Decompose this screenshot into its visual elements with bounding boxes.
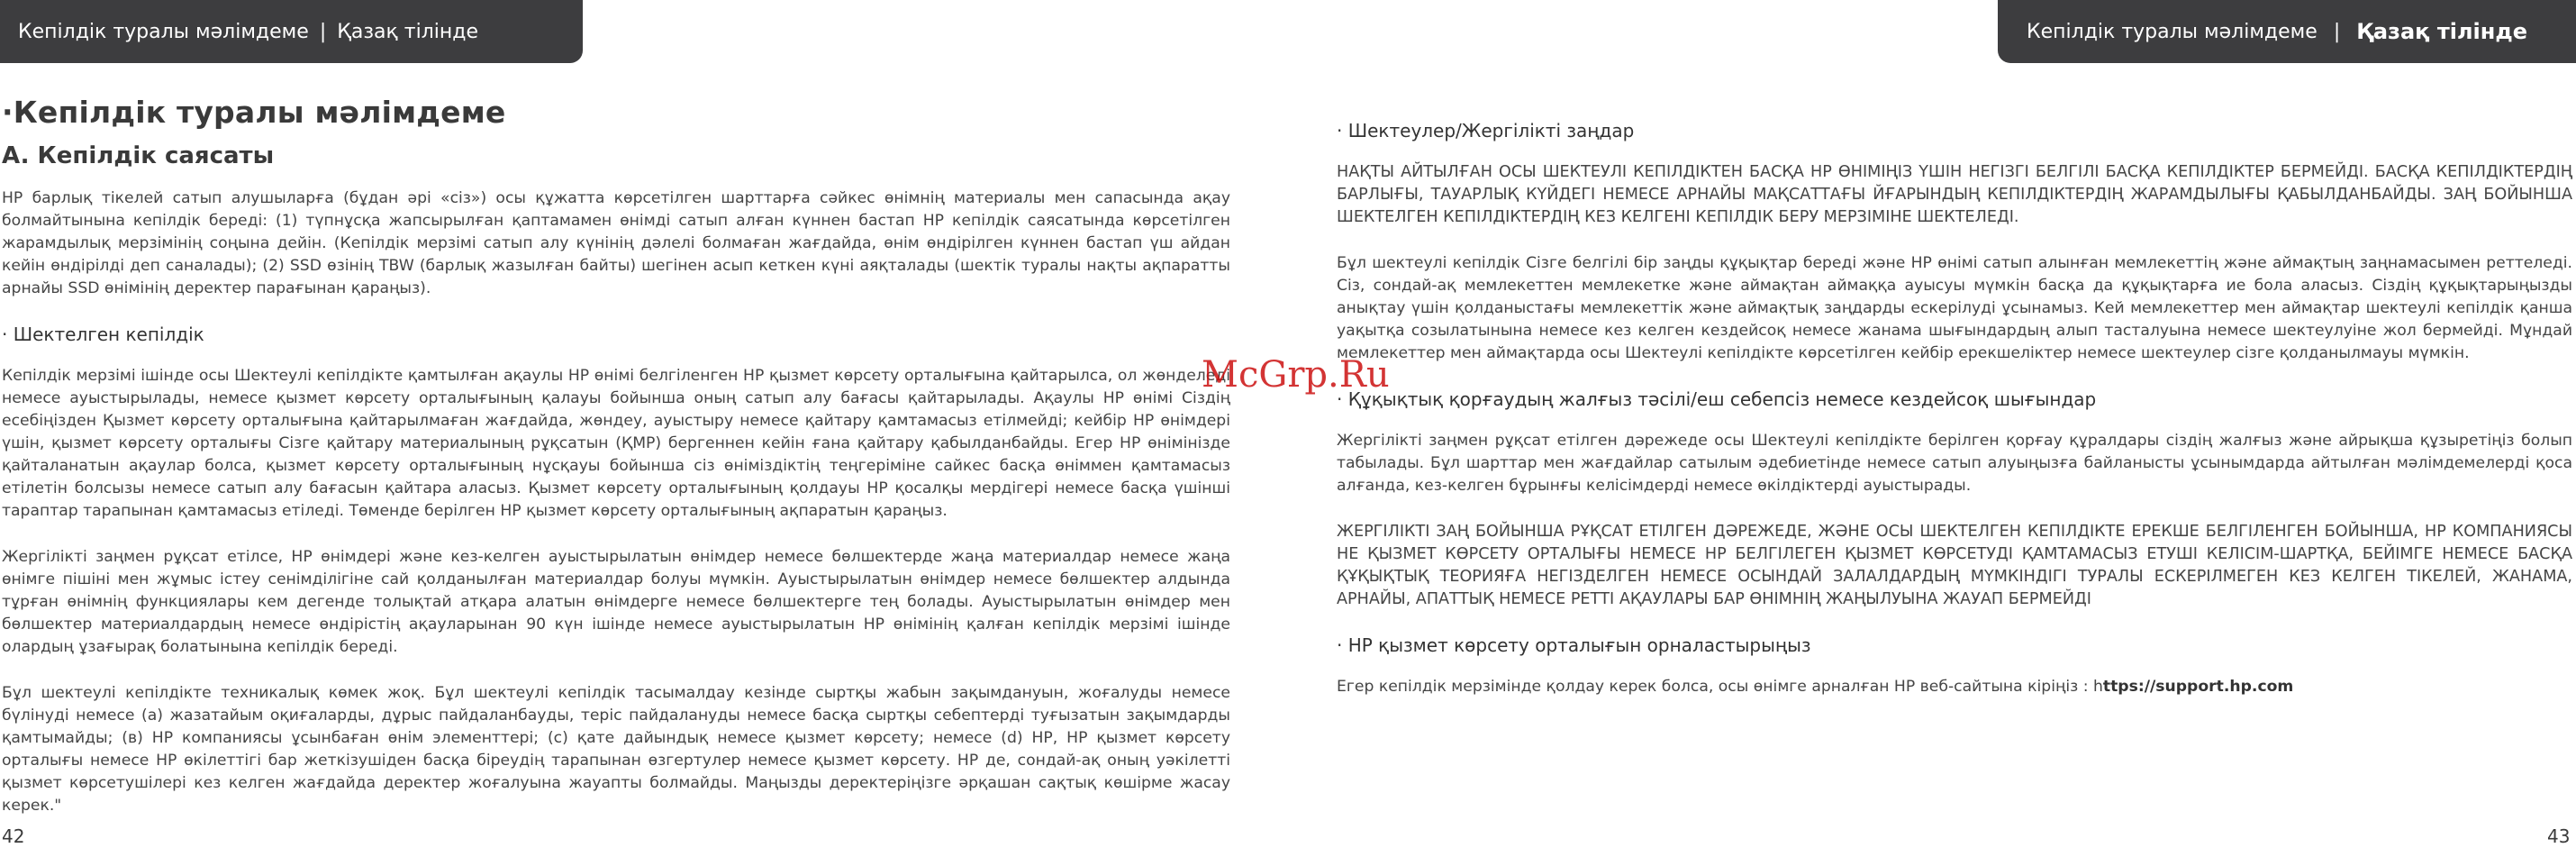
header-title: Кепілдік туралы мәлімдеме (18, 20, 309, 43)
right-page-content (1337, 120, 2572, 722)
paragraph (1337, 676, 2572, 698)
left-page-content (2, 95, 1230, 841)
paragraph: Жергілікті заңмен рұқсат етілсе, HP өнімдері және кез-келген ауыстырылатын өнімдер немесе бөлшектерде жаңа материалдар немесе жаңа өнімге пішіні мен жұмыс істеу сенімділігіне сай қолданылған материалдар болуы мүмкін. Ауыстырылатын өнімдер немесе бөлшектер алдында тұрған өнімнің функциялары кем дегенде толықтай атқара алатын өнімдерге немесе бөлшектерге тең болады. Ауыстырылатын өнімдер мен бөлшектер материалдардың немесе өндірістің ақауларынан 90 күн ішінде немесе ауыстырылатын HP өнімінің қалған кепілдік мерзімі ішінде олардың ұзағырақ болатынына кепілдік береді. (2, 548, 1230, 656)
subsection-heading: · Құқықтық қорғаудың жалғыз тәсілі/еш себепсіз немесе кездейсоқ шығындар (1337, 388, 2097, 410)
header-tab-left (0, 0, 583, 63)
header-separator: | (319, 20, 327, 43)
paragraph: Бұл шектеулі кепілдікте техникалық көмек жоқ. Бұл шектеулі кепілдік тасымалдау кезінде сыртқы жабын зақымдануын, жоғалуды немесе бүлінуді немесе (а) жазатайым оқиғаларды, дұрыс пайдаланбауды, теріс пайдалануды немесе басқа сыртқы себептерді туғызатын зақымдарды қамтымайды; (в) HP компаниясы ұсынбаған өнім элементтері; (с) қате дайындық немесе қызмет көрсету; немесе (d) HP, HP қызмет көрсету орталығы немесе HP өкілеттігі бар жеткізушіден басқа біреудің тарапынан өзгертулер немесе қызмет көрсету. HP де, сондай-ақ оның уәкілетті қызмет көрсетушілері кез келген жағдайда деректер жоғалуына жауапты болмайды. Маңызды деректеріңізге әрқашан сақтық көшірме жасау керек." (2, 684, 1230, 815)
header-separator: | (2333, 20, 2341, 43)
paragraph: HP барлық тікелей сатып алушыларға (бұдан әрі «сіз») осы құжатта көрсетілген шарттарға сәйкес өнімнің материалы мен сапасында ақау болмайтынына кепілдік береді: (1) түпнұсқа жапсырылған қаптамамен өнімді сатып алған күннен бастап HP кепілдік саясатында көрсетілген жарамдылық мерзімінің соңына дейін. (Кепілдік мерзімі сатып алу күнінің дәлелі болмаған жағдайда, өнім өндірілген күннен бастап үш айдан кейін өндірілді деп саналады); (2) SSD өзінің TBW (барлық жазылған байты) шегінен асып кеткен күні аяқталады (шектік туралы нақты ақпаратты арнайы SSD өнімінің деректер парағынан қараңыз). (2, 189, 1230, 297)
subsection-heading: · Шектелген кепілдік (2, 324, 204, 345)
support-text: Егер кепілдік мерзімінде қолдау керек болса, осы өнімге арналған HP веб-сайтына кіріңіз : h (1337, 678, 2103, 696)
paragraph: НАҚТЫ АЙТЫЛҒАН ОСЫ ШЕКТЕУЛІ КЕПІЛДІКТЕН БАСҚА HP ӨНІМІҢІЗ ҮШІН НЕГІЗГІ БЕЛГІЛІ БАСҚА КЕПІЛДІКТЕР БЕРМЕЙДІ. БАСҚА КЕПІЛДІКТЕРДІҢ БАРЛЫҒЫ, ТАУАРЛЫҚ КҮЙДЕГІ НЕМЕСЕ АРНАЙЫ МАҚСАТТАҒЫ ЙҒАРЫНДЫҢ КЕПІЛДІКТЕРДІҢ ЖАРАМДЫЛЫҒЫ ҚАБЫЛДАНБАЙДЫ. ЗАҢ БОЙЫНША ШЕКТЕЛГЕН КЕПІЛДІКТЕРДІҢ КЕЗ КЕЛГЕНІ КЕПІЛДІК БЕРУ МЕРЗІМІНЕ ШЕКТЕЛЕДІ. (1337, 163, 2572, 226)
page-number: 43 (2547, 825, 2571, 847)
header-tab-right (1998, 0, 2576, 63)
section-heading: A. Кепілдік саясаты (2, 142, 275, 169)
header-title: Кепілдік туралы мәлімдеме (2027, 20, 2317, 43)
page-number: 42 (2, 825, 25, 847)
watermark: McGrp.Ru (1202, 354, 1390, 396)
paragraph: Жергілікті заңмен рұқсат етілген дәрежеде осы Шектеулі кепілдікте берілген қорғау құралдары сіздің жалғыз және айрықша құзыретіңіз болып табылады. Бұл шарттар мен жағдайлар сатылым әдебиетінде немесе сатып алуыңызға байланысты ұсынымдарда айтылған мәлімдемелерді қоса алғанда, кез-келген бұрынғы келісімдерді немесе өкілдіктерді ауыстырады. (1337, 432, 2572, 495)
subsection-heading: · Шектеулер/Жергілікті заңдар (1337, 120, 1635, 141)
header-language: Қазақ тілінде (337, 20, 479, 43)
page-title: ·Кепілдік туралы мәлімдеме (2, 95, 506, 130)
subsection-heading: · HP қызмет көрсету орталығын орналастырыңыз (1337, 634, 1811, 656)
paragraph: ЖЕРГІЛІКТІ ЗАҢ БОЙЫНША РҰҚСАТ ЕТІЛГЕН ДӘРЕЖЕДЕ, ЖӘНЕ ОСЫ ШЕКТЕЛГЕН КЕПІЛДІКТЕ ЕРЕКШЕ БЕЛГІЛЕНГЕН БОЙЫНША, HP КОМПАНИЯСЫ НЕ ҚЫЗМЕТ КӨРСЕТУ ОРТАЛЫҒЫ НЕМЕСЕ HP БЕЛГІЛЕГЕН ҚЫЗМЕТ КӨРСЕТУДІ ҚАМТАМАСЫЗ ЕТУШІ КЕЛІСІМ-ШАРТҚА, БЕЙІМГЕ НЕМЕСЕ БАСҚА ҚҰҚЫҚТЫҚ ТЕОРИЯҒА НЕГІЗДЕЛГЕН НЕМЕСЕ ОСЫНДАЙ ЗАЛАЛДАРДЫҢ МҮМКІНДІГІ ТУРАЛЫ ЕСКЕРІЛМЕГЕН КЕЗ КЕЛГЕН ТІКЕЛЕЙ, ЖАНАМА, АРНАЙЫ, АПАТТЫҚ НЕМЕСЕ РЕТТІ АҚАУЛАРЫ БАР ӨНІМНІҢ ЖАҢЫЛУЫНА ЖАУАП БЕРМЕЙДІ (1337, 523, 2572, 608)
paragraph: Кепілдік мерзімі ішінде осы Шектеулі кепілдікте қамтылған ақаулы HP өнімі белгіленген HP қызмет көрсету орталығына қайтарылса, ол жөнделеді немесе ауыстырылады, немесе қызмет көрсету орталығының қалауы бойынша оның сатып алу бағасы қайтарылады. Ақаулы HP өнімі Сіздің есебіңізден Қызмет көрсету орталығына қайтарылмаған жағдайда, жөндеу, ауыстыру немесе қайтару қамтамасыз етілмейді; кейбір HP өнімдері үшін, қызмет көрсету орталығы Сізге қайтару материалының рұқсатын (ҚМР) бергеннен кейін ғана қайтару қабылданбайды. Егер HP өнімініздe қайталанатын ақаулар болса, қызмет көрсету орталығының нұсқауы бойынша сіз өніміздiктің теңгерiміне сайкес басқа өніммен қамтамасыз етілетін болсызы немесе сатып алу бағасын қайтара аласыз. Қызмет көрсету орталығының қолдауы HP қосалқы мердігері немесе басқа үшінші тараптар тарапынан қамтамасыз етіледі. Төменде берілген HP қызмет көрсету орталығының ақпаратын қараңыз. (2, 367, 1230, 520)
support-link[interactable]: ttps://support.hp.com (2102, 678, 2294, 696)
paragraph: Бұл шектеулі кепілдік Сізге белгілі бір заңды құқықтар береді және HP өнімі сатып алынған мемлекеттің және аймақтың заңнамасымен реттеледі. Сіз, сондай-ақ мемлекеттен мемлекетке және аймақтан аймаққа ауысуы мүмкін басқа да құқықтарға ие бола аласыз. Сіздің құқықтарыңызды анықтау үшін қолданыстағы мемлекеттік және аймақтық заңдарды ескерілуді ұсынамыз. Кей мемлекеттер мен аймақтар шектеулі кепілдік қанша уақытқа созылатынына немесе кез келген кездейсоқ немесе жанама шығындардың алып тасталуына немесе шектеулуіне жол бермейді. Мұндай мемлекеттер мен аймақтарда осы Шектеулі кепілдікте көрсетілген кейбір ерекшеліктер немесе шектеулер сізге қолданылмауы мүмкін. (1337, 254, 2572, 362)
header-language: Қазақ тілінде (2356, 19, 2527, 44)
